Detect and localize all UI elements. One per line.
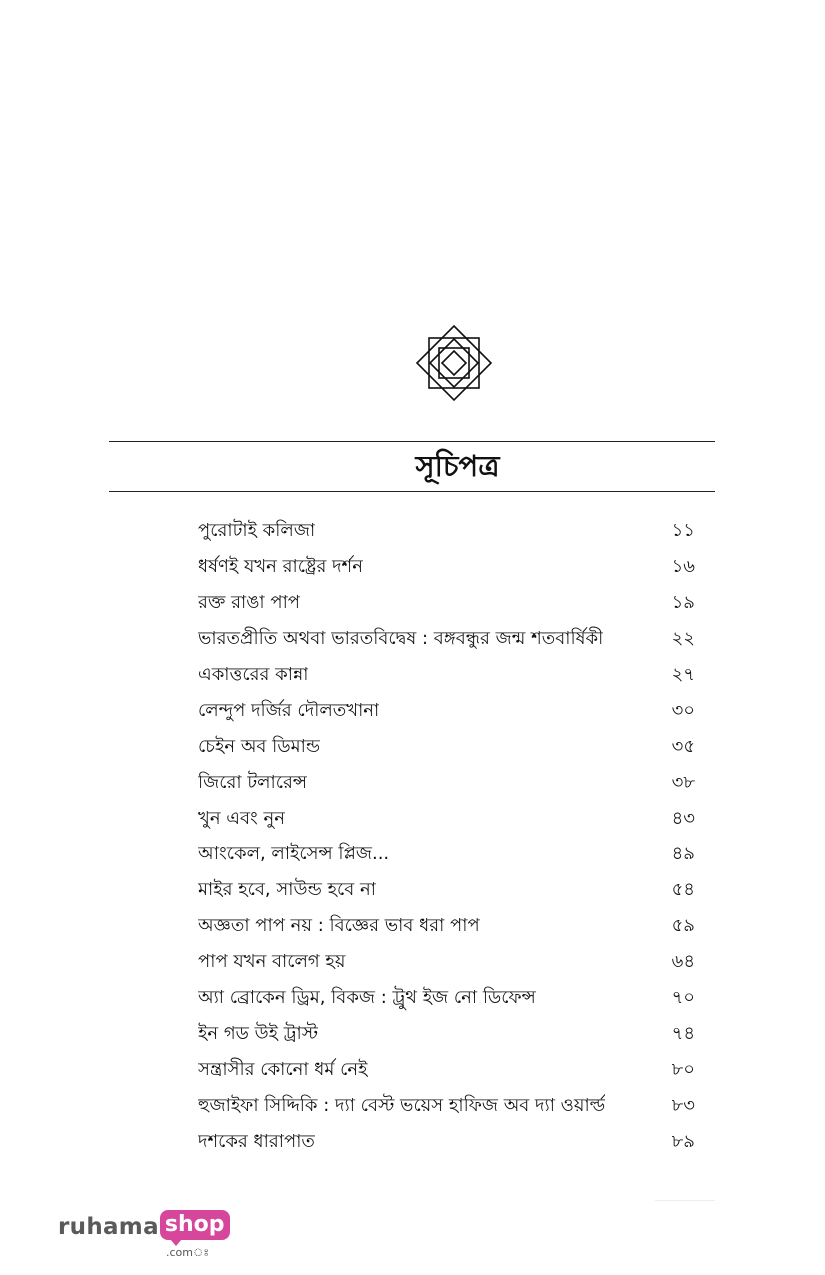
toc-entry-title: রক্ত রাঙা পাপ [198, 592, 301, 614]
table-of-contents [198, 514, 695, 1160]
toc-entry-title: সন্ত্রাসীর কোনো ধর্ম নেই [198, 1058, 368, 1080]
toc-entry-page: ৪৯ [671, 843, 695, 865]
toc-entry[interactable] [198, 622, 695, 658]
toc-entry-title: জিরো টলারেন্স [198, 771, 308, 793]
toc-entry-title: পুরোটাই কলিজা [198, 520, 316, 542]
logo-domain: .comঃ [166, 1246, 210, 1259]
toc-entry-title: পাপ যখন বালেগ হয় [198, 951, 346, 973]
toc-entry-page: ৮৩ [671, 1094, 695, 1116]
toc-entry[interactable] [198, 765, 695, 801]
toc-entry-title: মাইর হবে, সাউন্ড হবে না [198, 879, 376, 901]
toc-entry[interactable] [198, 586, 695, 622]
toc-entry[interactable] [198, 693, 695, 729]
toc-entry[interactable] [198, 1052, 695, 1088]
toc-entry-page: ৩৫ [671, 735, 695, 757]
toc-entry-title: ইন গড উই ট্রাস্ট [198, 1022, 319, 1044]
toc-entry-page: ৭৪ [671, 1022, 695, 1044]
toc-entry[interactable] [198, 1016, 695, 1052]
toc-entry-title: লেন্দুপ দর্জির দৌলতখানা [198, 699, 380, 721]
toc-entry[interactable] [198, 729, 695, 765]
toc-entry[interactable] [198, 909, 695, 945]
toc-entry-title: অজ্ঞতা পাপ নয় : বিজ্ঞের ভাব ধরা পাপ [198, 915, 480, 937]
title-top-rule [109, 441, 715, 442]
toc-entry-title: খুন এবং নুন [198, 807, 285, 829]
toc-entry[interactable] [198, 658, 695, 694]
toc-entry-title: ধর্ষণই যখন রাষ্ট্রের দর্শন [198, 556, 363, 578]
logo-word: ruhama [58, 1214, 159, 1240]
toc-entry[interactable] [198, 1088, 695, 1124]
toc-entry-page: ১৬ [671, 556, 695, 578]
toc-entry[interactable] [198, 550, 695, 586]
toc-entry-title: হুজাইফা সিদ্দিকি : দ্যা বেস্ট ভয়েস হাফিজ অব দ্যা ওয়ার্ল্ড [198, 1094, 606, 1116]
toc-entry-page: ৫৯ [671, 915, 695, 937]
toc-entry-title: আংকেল, লাইসেন্স প্লিজ... [198, 843, 390, 865]
toc-entry[interactable] [198, 837, 695, 873]
toc-entry[interactable] [198, 801, 695, 837]
divider [655, 1200, 715, 1201]
toc-entry-page: ২৭ [671, 664, 695, 685]
toc-entry-page: ৬৪ [671, 951, 695, 973]
logo-badge: shop [160, 1210, 230, 1240]
toc-entry-page: ৩৮ [671, 771, 695, 793]
toc-entry-page: ৮৯ [671, 1130, 695, 1152]
page-title: সূচিপত্র [415, 449, 500, 483]
toc-entry-page: ৪৩ [671, 807, 695, 829]
toc-entry[interactable] [198, 873, 695, 909]
toc-entry-page: ৩০ [671, 699, 695, 721]
toc-entry-page: ১৯ [671, 592, 695, 614]
toc-entry[interactable] [198, 514, 695, 550]
toc-entry-page: ৭০ [671, 987, 695, 1009]
toc-entry[interactable] [198, 1124, 695, 1160]
toc-entry-title: অ্যা ব্রোকেন ড্রিম, বিকজ : ট্রুথ ইজ নো ডিফেন্স [198, 987, 536, 1009]
toc-entry-title: ভারতপ্রীতি অথবা ভারতবিদ্বেষ : বঙ্গবন্ধুর জন্ম শতবার্ষিকী [198, 628, 604, 650]
toc-entry-page: ৮০ [671, 1058, 695, 1080]
toc-entry-title: একাত্তরের কান্না [198, 664, 309, 685]
title-bottom-rule [109, 491, 715, 492]
toc-entry-page: ২২ [671, 628, 695, 650]
toc-entry[interactable] [198, 981, 695, 1017]
toc-entry-title: চেইন অব ডিমান্ড [198, 735, 321, 757]
toc-entry-page: ১১ [671, 520, 695, 542]
toc-entry-page: ৫৪ [671, 879, 695, 901]
toc-entry-title: দশকের ধারাপাত [198, 1130, 315, 1152]
diamond-ornament-icon [415, 324, 493, 402]
publisher-logo [58, 1210, 230, 1259]
toc-entry[interactable] [198, 945, 695, 981]
